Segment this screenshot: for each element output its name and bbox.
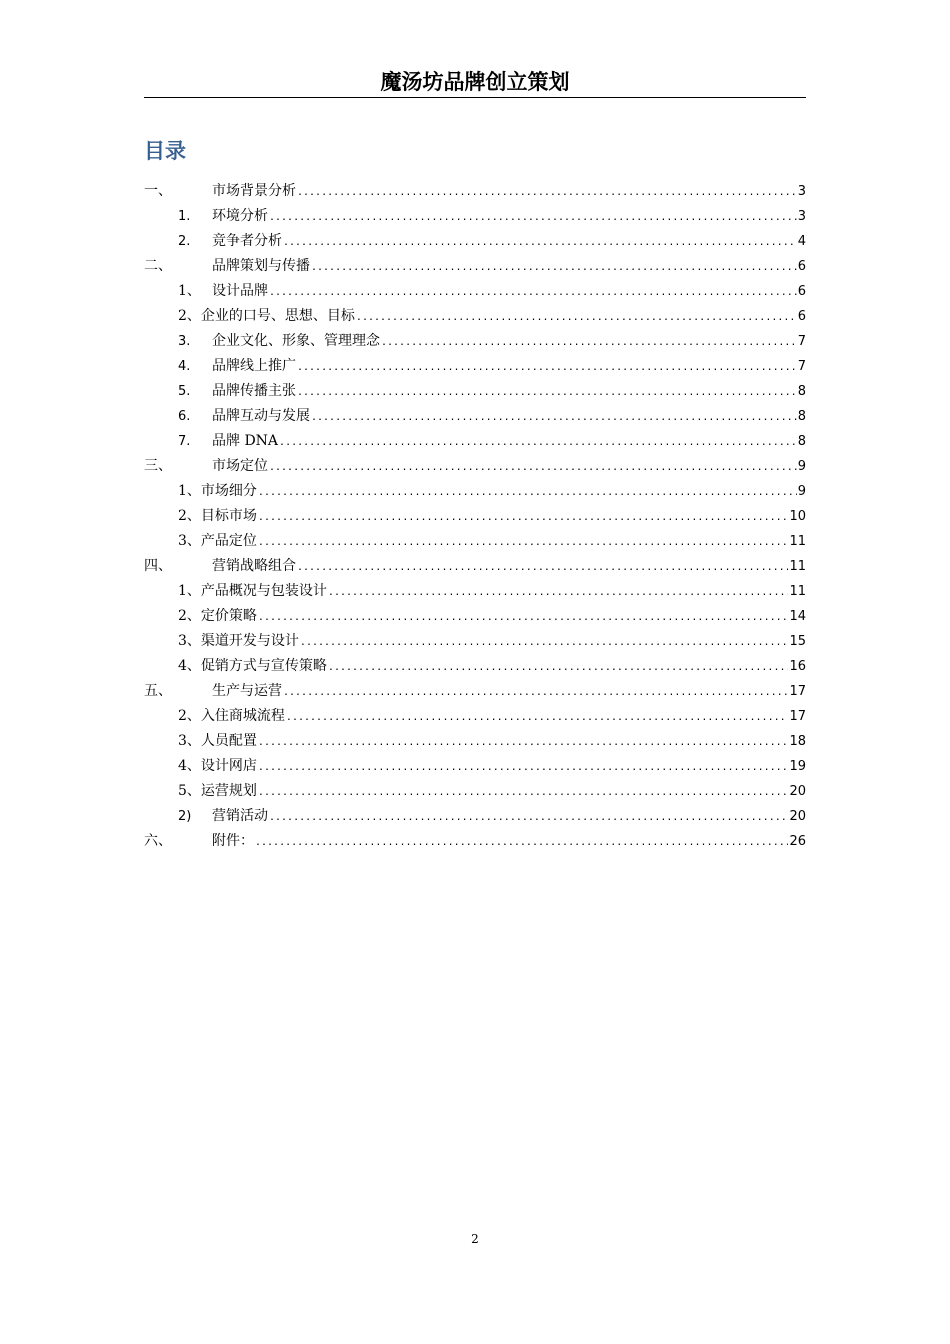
toc-entry-page: 16	[789, 659, 806, 674]
toc-entry-page: 10	[789, 509, 806, 524]
toc-entry[interactable]	[144, 405, 806, 430]
toc-dot-leader	[269, 457, 797, 479]
toc-entry-title: 5、运营规划	[178, 783, 257, 799]
toc-entry[interactable]	[144, 655, 806, 680]
toc-entry[interactable]	[144, 305, 806, 330]
toc-entry-title: 2、目标市场	[178, 508, 257, 524]
toc-entry-title: 竞争者分析	[212, 233, 282, 249]
toc-entry-number: 7.	[178, 434, 191, 449]
toc-entry-title: 2、入住商城流程	[178, 708, 285, 724]
toc-entry-page: 11	[789, 584, 806, 599]
toc-entry[interactable]	[144, 580, 806, 605]
toc-dot-leader	[297, 357, 797, 379]
toc-entry-number: 2)	[178, 809, 192, 824]
toc-entry-title: 市场背景分析	[212, 183, 296, 199]
toc-entry-number: 3.	[178, 334, 191, 349]
toc-entry-title: 品牌策划与传播	[212, 258, 310, 274]
toc-entry-title: 环境分析	[212, 208, 268, 224]
toc-dot-leader	[311, 407, 797, 429]
toc-entry[interactable]	[144, 630, 806, 655]
toc-entry-page: 6	[797, 284, 806, 299]
toc-entry[interactable]	[144, 380, 806, 405]
toc-entry-title: 2、企业的口号、思想、目标	[178, 308, 355, 324]
toc-entry-number: 6.	[178, 409, 191, 424]
toc-entry-title: 3、产品定位	[178, 533, 257, 549]
toc-heading: 目录	[144, 139, 186, 163]
toc-entry-page: 8	[797, 409, 806, 424]
toc-entry[interactable]	[144, 780, 806, 805]
toc-entry-page: 11	[789, 534, 806, 549]
toc-entry-title: 品牌 DNA	[212, 433, 279, 449]
toc-entry-title: 附件：	[212, 833, 254, 849]
toc-entry-page: 9	[797, 484, 806, 499]
toc-dot-leader	[283, 232, 797, 254]
toc-entry[interactable]	[144, 605, 806, 630]
toc-entry-number: 二、	[144, 258, 172, 274]
toc-entry[interactable]	[144, 505, 806, 530]
toc-dot-leader	[258, 482, 797, 504]
toc-dot-leader	[297, 557, 788, 579]
toc-entry-page: 20	[789, 809, 806, 824]
toc-entry[interactable]	[144, 230, 806, 255]
toc-dot-leader	[258, 607, 789, 629]
toc-entry-number: 1、	[178, 283, 201, 299]
toc-entry-number: 四、	[144, 558, 172, 574]
toc-entry-title: 1、市场细分	[178, 483, 257, 499]
toc-entry-title: 生产与运营	[212, 683, 282, 699]
toc-entry-page: 3	[797, 209, 806, 224]
toc-entry-number: 4.	[178, 359, 191, 374]
toc-entry-number: 六、	[144, 833, 172, 849]
toc-entry-number: 1.	[178, 209, 191, 224]
toc-entry-page: 9	[797, 459, 806, 474]
toc-dot-leader	[286, 707, 789, 729]
toc-entry[interactable]	[144, 680, 806, 705]
toc-entry[interactable]	[144, 455, 806, 480]
toc-entry-page: 26	[789, 834, 806, 849]
toc-entry[interactable]	[144, 755, 806, 780]
toc-entry-title: 3、人员配置	[178, 733, 257, 749]
toc-dot-leader	[258, 782, 789, 804]
toc-dot-leader	[300, 632, 789, 654]
toc-entry[interactable]	[144, 330, 806, 355]
toc-entry-page: 19	[789, 759, 806, 774]
toc-entry[interactable]	[144, 705, 806, 730]
toc-entry[interactable]	[144, 830, 806, 855]
toc-dot-leader	[328, 657, 789, 679]
toc-dot-leader	[381, 332, 797, 354]
document-title: 魔汤坊品牌创立策划	[380, 70, 570, 94]
toc-entry-title: 企业文化、形象、管理理念	[212, 333, 380, 349]
toc-entry[interactable]	[144, 355, 806, 380]
toc-entry-title: 3、渠道开发与设计	[178, 633, 299, 649]
toc-entry[interactable]	[144, 205, 806, 230]
toc-entry-title: 品牌互动与发展	[212, 408, 310, 424]
toc-entry[interactable]	[144, 730, 806, 755]
toc-entry-title: 品牌传播主张	[212, 383, 296, 399]
toc-entry-page: 15	[789, 634, 806, 649]
toc-entry-number: 5.	[178, 384, 191, 399]
toc-dot-leader	[258, 732, 789, 754]
toc-entry-page: 17	[789, 684, 806, 699]
toc-dot-leader	[328, 582, 789, 604]
toc-entry[interactable]	[144, 480, 806, 505]
toc-entry[interactable]	[144, 430, 806, 455]
toc-entry[interactable]	[144, 805, 806, 830]
toc-dot-leader	[283, 682, 788, 704]
toc-entry-number: 五、	[144, 683, 172, 699]
toc-entry-page: 4	[797, 234, 806, 249]
toc-entry-title: 设计品牌	[212, 283, 268, 299]
toc-entry-number: 2.	[178, 234, 191, 249]
table-of-contents	[144, 180, 806, 855]
toc-dot-leader	[269, 807, 788, 829]
toc-dot-leader	[255, 832, 788, 854]
header-divider	[144, 97, 806, 98]
toc-entry[interactable]	[144, 255, 806, 280]
toc-entry-page: 18	[789, 734, 806, 749]
toc-entry[interactable]	[144, 530, 806, 555]
toc-entry-title: 2、定价策略	[178, 608, 257, 624]
toc-dot-leader	[269, 282, 797, 304]
toc-entry-title: 4、促销方式与宣传策略	[178, 658, 327, 674]
toc-dot-leader	[258, 757, 789, 779]
toc-entry-page: 6	[797, 309, 806, 324]
toc-entry-number: 一、	[144, 183, 172, 199]
toc-dot-leader	[311, 257, 797, 279]
toc-entry-page: 7	[797, 334, 806, 349]
toc-dot-leader	[279, 432, 797, 454]
toc-entry-page: 20	[789, 784, 806, 799]
toc-entry-title: 品牌线上推广	[212, 358, 296, 374]
toc-dot-leader	[258, 507, 789, 529]
toc-entry-number: 三、	[144, 458, 172, 474]
toc-entry[interactable]	[144, 280, 806, 305]
toc-dot-leader	[258, 532, 789, 554]
toc-dot-leader	[297, 182, 797, 204]
toc-dot-leader	[356, 307, 797, 329]
toc-entry-page: 11	[789, 559, 806, 574]
toc-entry-title: 市场定位	[212, 458, 268, 474]
toc-entry[interactable]	[144, 180, 806, 205]
toc-entry-page: 14	[789, 609, 806, 624]
toc-entry-title: 4、设计网店	[178, 758, 257, 774]
toc-dot-leader	[297, 382, 797, 404]
toc-entry-title: 营销活动	[212, 808, 268, 824]
toc-entry-page: 3	[797, 184, 806, 199]
toc-entry-title: 营销战略组合	[212, 558, 296, 574]
toc-entry-page: 8	[797, 434, 806, 449]
toc-entry-page: 6	[797, 259, 806, 274]
toc-entry-title: 1、产品概况与包装设计	[178, 583, 327, 599]
toc-entry-page: 7	[797, 359, 806, 374]
toc-entry[interactable]	[144, 555, 806, 580]
toc-dot-leader	[269, 207, 797, 229]
toc-entry-page: 8	[797, 384, 806, 399]
page-number: 2	[471, 1232, 479, 1246]
toc-entry-page: 17	[789, 709, 806, 724]
